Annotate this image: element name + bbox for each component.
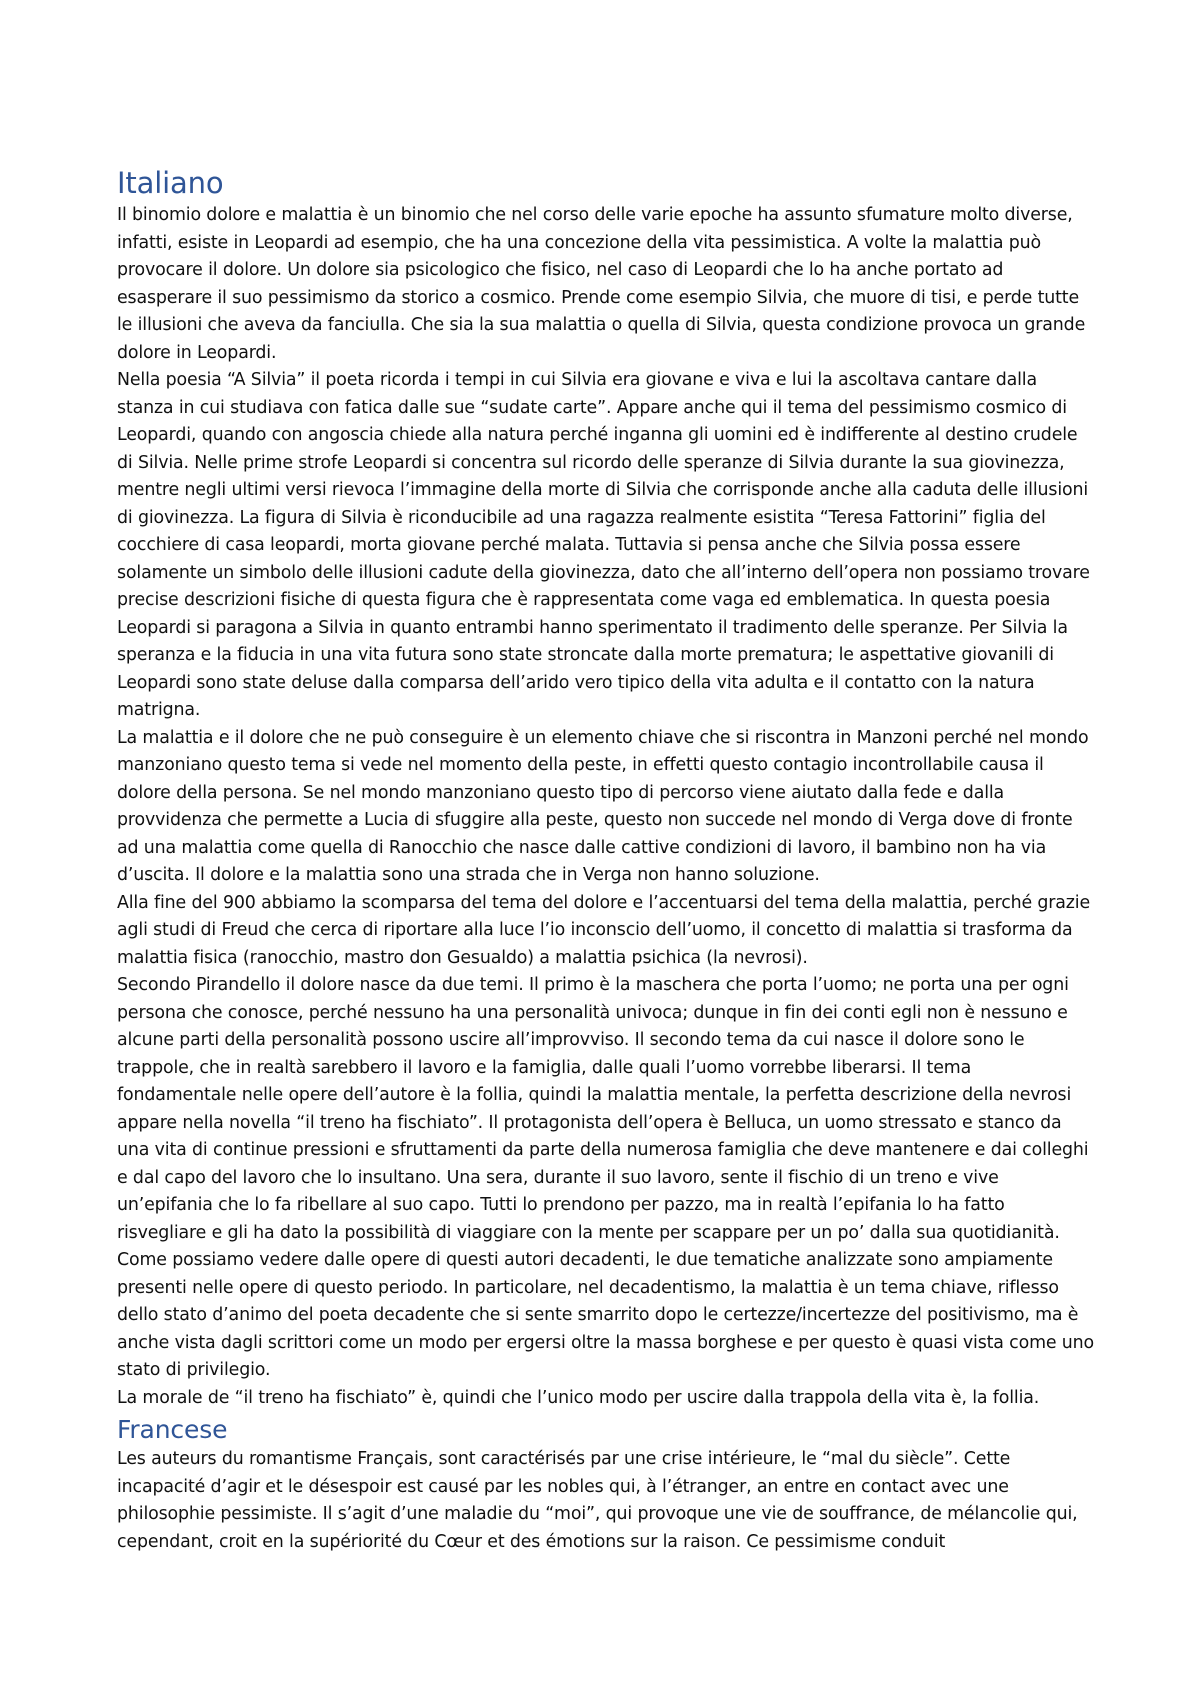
paragraph-pirandello: Secondo Pirandello il dolore nasce da due temi. Il primo è la maschera che porta l’uomo; ne porta una per ogni persona che conosce, perché nessuno ha una personalità univoca; dunque in fin dei conti egli non è nessuno e alcune parti della personalità possono uscire all’improvviso. Il secondo tema da cui nasce il dolore sono le trappole, che in realtà sarebbero il lavoro e la famiglia, dalle quali l’uomo vorrebbe liberarsi. Il tema fondamentale nelle opere dell’autore è la follia, quindi la malattia mentale, la perfetta descrizione della nevrosi appare nella novella “il treno ha fischiato”. Il protagonista dell’opera è Belluca, un uomo stressato e stanco da una vita di continue pressioni e sfruttamenti da parte della numerosa famiglia che deve mantenere e dai colleghi e dal capo del lavoro che lo insultano. Una sera, durante il suo lavoro, sente il fischio di un treno e vive un’epifania che lo fa ribellare al suo capo. Tutti lo prendono per pazzo, ma in realtà l’epifania lo ha fatto risvegliare e gli ha dato la possibilità di viaggiare con la mente per scappare per un po’ dalla sua quotidianità. bbox=[117, 975, 1089, 1243]
document-page bbox=[117, 165, 1095, 1556]
section-heading-italiano: Italiano bbox=[117, 166, 224, 200]
paragraph-manzoni-verga: La malattia e il dolore che ne può conseguire è un elemento chiave che si riscontra in Manzoni perché nel mondo manzoniano questo tema si vede nel momento della peste, in effetti questo contagio incontrollabile causa il dolore della persona. Se nel mondo manzoniano questo tipo di percorso viene aiutato dalla fede e dalla provvidenza che permette a Lucia di sfuggire alla peste, questo non succede nel mondo di Verga dove di fronte ad una malattia come quella di Ranocchio che nasce dalle cattive condizioni di lavoro, il bambino non ha via d’uscita. Il dolore e la malattia sono una strada che in Verga non hanno soluzione. bbox=[117, 727, 1089, 885]
paragraph-freud: Alla fine del 900 abbiamo la scomparsa del tema del dolore e l’accentuarsi del tema della malattia, perché grazie agli studi di Freud che cerca di riportare alla luce l’io inconscio dell’uomo, il concetto di malattia si trasforma da malattia fisica (ranocchio, mastro don Gesualdo) a malattia psichica (la nevrosi). bbox=[117, 892, 1091, 968]
paragraph-decadentismo: Come possiamo vedere dalle opere di questi autori decadenti, le due tematiche analizzate sono ampiamente presenti nelle opere di questo periodo. In particolare, nel decadentismo, la malattia è un tema chiave, riflesso dello stato d’animo del poeta decadente che si sente smarrito dopo le certezze/incertezze del positivismo, ma è anche vista dagli scrittori come un modo per ergersi oltre la massa borghese e per questo è quasi vista come uno stato di privilegio. bbox=[117, 1250, 1095, 1380]
paragraph-morale: La morale de “il treno ha fischiato” è, quindi che l’unico modo per uscire dalla trappola della vita è, la follia. bbox=[117, 1387, 1040, 1408]
paragraph-leopardi-intro: Il binomio dolore e malattia è un binomio che nel corso delle varie epoche ha assunto sfumature molto diverse, infatti, esiste in Leopardi ad esempio, che ha una concezione della vita pessimistica. A volte la malattia può provocare il dolore. Un dolore sia psicologico che fisico, nel caso di Leopardi che lo ha anche portato ad esasperare il suo pessimismo da storico a cosmico. Prende come esempio Silvia, che muore di tisi, e perde tutte le illusioni che aveva da fanciulla. Che sia la sua malattia o quella di Silvia, questa condizione provoca un grande dolore in Leopardi. bbox=[117, 205, 1086, 363]
paragraph-a-silvia: Nella poesia “A Silvia” il poeta ricorda i tempi in cui Silvia era giovane e viva e lui la ascoltava cantare dalla stanza in cui studiava con fatica dalle sue “sudate carte”. Appare anche qui il tema del pessimismo cosmico di Leopardi, quando con angoscia chiede alla natura perché inganna gli uomini ed è indifferente al destino crudele di Silvia. Nelle prime strofe Leopardi si concentra sul ricordo delle speranze di Silvia durante la sua giovinezza, mentre negli ultimi versi rievoca l’immagine della morte di Silvia che corrisponde anche alla caduta delle illusioni di giovinezza. La figura di Silvia è riconducibile ad una ragazza realmente esistita “Teresa Fattorini” figlia del cocchiere di casa leopardi, morta giovane perché malata. Tuttavia si pensa anche che Silvia possa essere solamente un simbolo delle illusioni cadute della giovinezza, dato che all’interno dell’opera non possiamo trovare precise descrizioni fisiche di questa figura che è rappresentata come vaga ed emblematica. In questa poesia Leopardi si paragona a Silvia in quanto entrambi hanno sperimentato il tradimento delle speranze. Per Silvia la speranza e la fiducia in una vita futura sono state stroncate dalla morte prematura; le aspettative giovanili di Leopardi sono state deluse dalla comparsa dell’arido vero tipico della vita adulta e il contatto con la natura matrigna. bbox=[117, 370, 1090, 720]
section-heading-francese: Francese bbox=[117, 1415, 228, 1444]
paragraph-romantisme: Les auteurs du romantisme Français, sont caractérisés par une crise intérieure, le “mal du siècle”. Cette incapacité d’agir et le désespoir est causé par les nobles qui, à l’étranger, an entre en contact avec une philosophie pessimiste. Il s’agit d’une maladie du “moi”, qui provoque une vie de souffrance, de mélancolie qui, cependant, croit en la supériorité du Cœur et des émotions sur la raison. Ce pessimisme conduit bbox=[117, 1449, 1078, 1552]
